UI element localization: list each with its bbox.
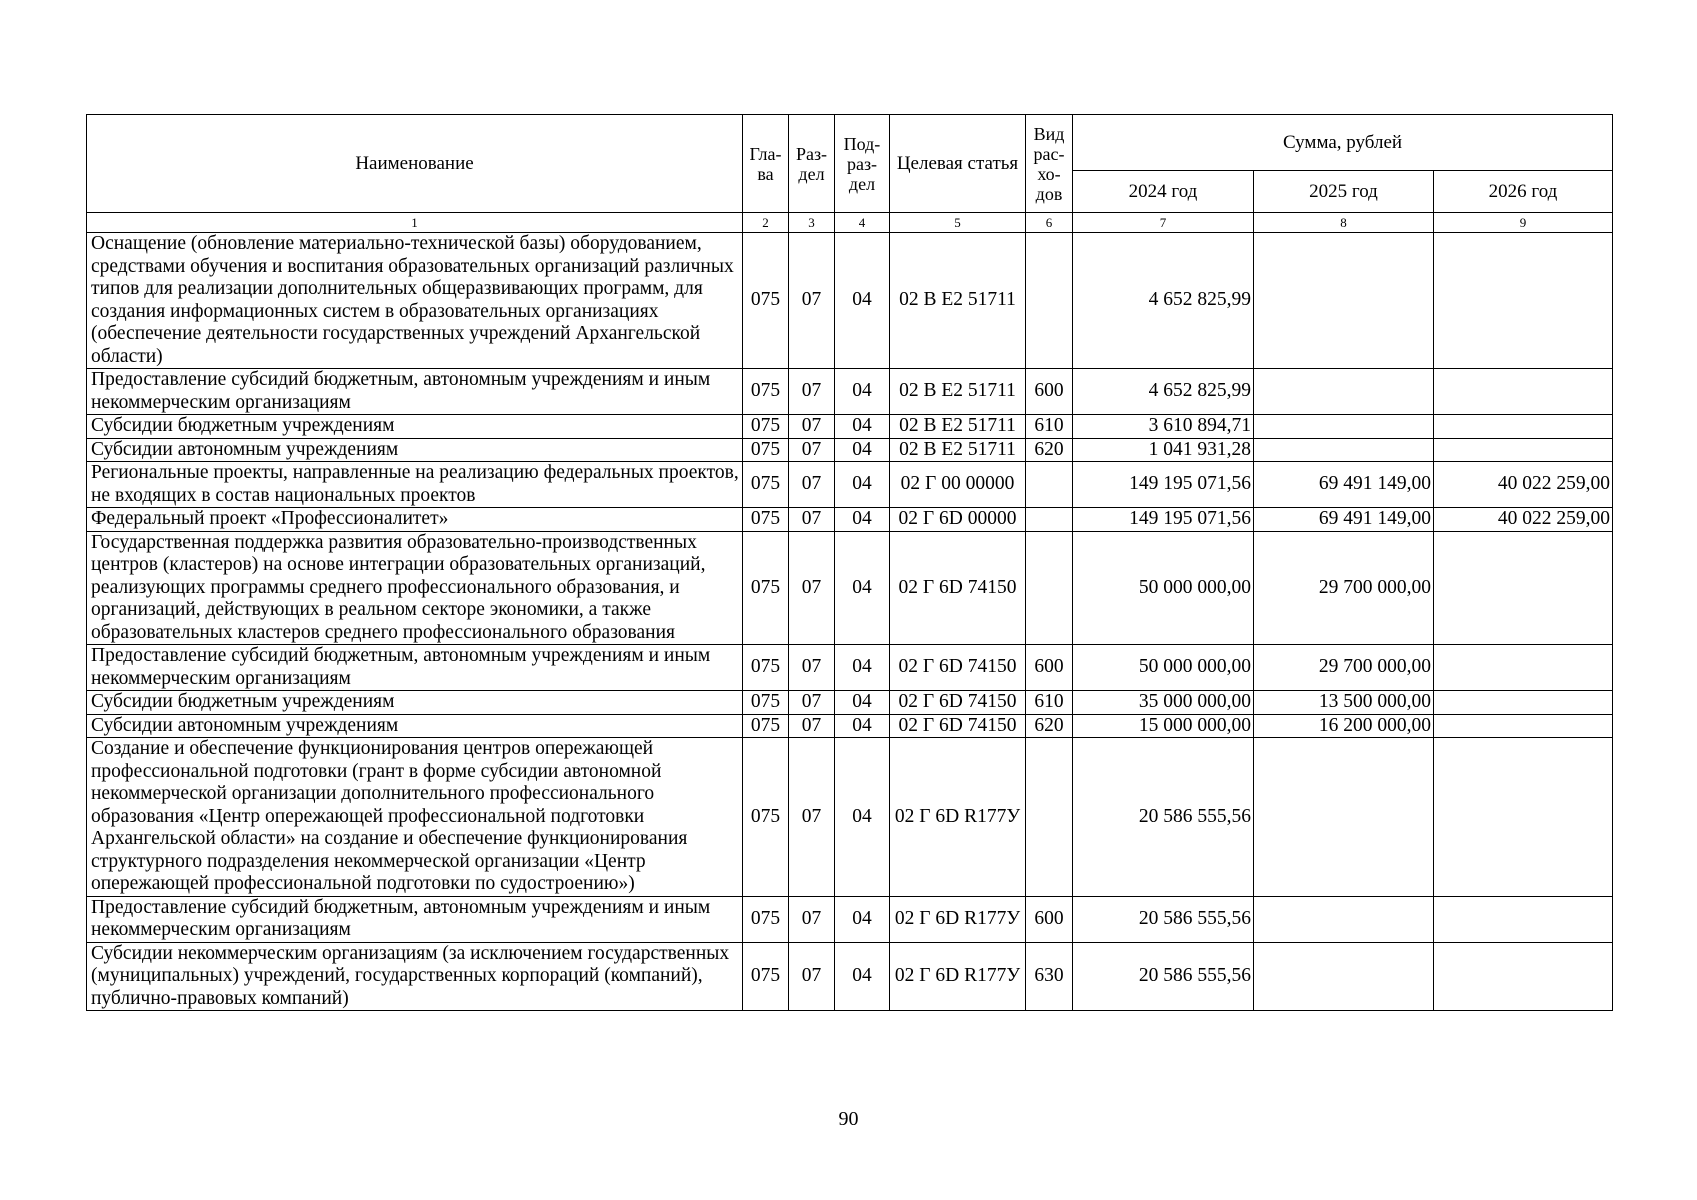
row-name: Субсидии автономным учреждениям [87,714,743,738]
row-amount-2024: 20 586 555,56 [1073,738,1254,897]
row-section: 07 [789,645,835,691]
row-chapter: 075 [743,508,789,532]
row-amount-2024: 20 586 555,56 [1073,942,1254,1011]
table-row [87,896,1613,942]
row-chapter: 075 [743,233,789,369]
table-row [87,942,1613,1011]
budget-table [86,114,1613,1011]
row-section: 07 [789,438,835,462]
row-section: 07 [789,738,835,897]
row-amount-2024: 149 195 071,56 [1073,508,1254,532]
row-section: 07 [789,942,835,1011]
column-number: 7 [1073,213,1254,233]
row-section: 07 [789,369,835,415]
table-row [87,369,1613,415]
row-expense-type [1026,462,1073,508]
row-amount-2024: 149 195 071,56 [1073,462,1254,508]
table-header [87,115,1613,233]
row-target-article: 02 В Е2 51711 [890,415,1026,439]
header-subsection: Под-раз-дел [835,115,890,213]
table-row [87,438,1613,462]
row-target-article: 02 Г 6D 74150 [890,531,1026,645]
row-expense-type: 600 [1026,896,1073,942]
header-expense-type: Вид рас-хо-дов [1026,115,1073,213]
row-amount-2025: 69 491 149,00 [1254,508,1434,532]
row-amount-2024: 35 000 000,00 [1073,691,1254,715]
row-amount-2024: 4 652 825,99 [1073,233,1254,369]
row-amount-2024: 50 000 000,00 [1073,645,1254,691]
row-chapter: 075 [743,438,789,462]
row-name: Субсидии некоммерческим организациям (за исключением государственных (муниципальных) учреждений, государственных корпораций (компаний), публично-правовых компаний) [87,942,743,1011]
row-chapter: 075 [743,645,789,691]
column-number: 3 [789,213,835,233]
row-chapter: 075 [743,415,789,439]
row-section: 07 [789,233,835,369]
row-expense-type: 630 [1026,942,1073,1011]
table-row [87,691,1613,715]
row-amount-2025 [1254,369,1434,415]
row-amount-2025: 13 500 000,00 [1254,691,1434,715]
header-target-article: Целевая статья [890,115,1026,213]
row-name: Предоставление субсидий бюджетным, автономным учреждениям и иным некоммерческим организациям [87,896,743,942]
row-amount-2026: 40 022 259,00 [1434,462,1613,508]
row-amount-2025 [1254,896,1434,942]
row-expense-type [1026,508,1073,532]
row-section: 07 [789,714,835,738]
row-amount-2026: 40 022 259,00 [1434,508,1613,532]
row-amount-2026 [1434,369,1613,415]
column-number: 5 [890,213,1026,233]
row-name: Предоставление субсидий бюджетным, автономным учреждениям и иным некоммерческим организациям [87,645,743,691]
row-target-article: 02 Г 6D 00000 [890,508,1026,532]
row-amount-2024: 50 000 000,00 [1073,531,1254,645]
row-target-article: 02 В Е2 51711 [890,438,1026,462]
header-year-2026: 2026 год [1434,171,1613,213]
column-number: 6 [1026,213,1073,233]
page-number: 90 [838,1108,859,1130]
row-amount-2025 [1254,738,1434,897]
row-subsection: 04 [835,438,890,462]
column-number-row [87,213,1613,233]
row-name: Региональные проекты, направленные на реализацию федеральных проектов, не входящих в состав национальных проектов [87,462,743,508]
row-subsection: 04 [835,462,890,508]
row-expense-type [1026,738,1073,897]
row-expense-type: 620 [1026,714,1073,738]
row-target-article: 02 Г 6D 74150 [890,691,1026,715]
row-amount-2026 [1434,531,1613,645]
row-name: Субсидии автономным учреждениям [87,438,743,462]
row-chapter: 075 [743,738,789,897]
row-amount-2026 [1434,645,1613,691]
row-target-article: 02 Г 6D 74150 [890,645,1026,691]
header-chapter: Гла-ва [743,115,789,213]
row-amount-2024: 15 000 000,00 [1073,714,1254,738]
row-subsection: 04 [835,233,890,369]
row-amount-2025 [1254,438,1434,462]
row-amount-2026 [1434,942,1613,1011]
row-name: Создание и обеспечение функционирования центров опережающей профессиональной подготовки (грант в форме субсидии автономной некоммерческой организации дополнительного профессионального образования «Центр опережающей профессиональной подготовки Архангельской области» на создание и обеспечение функционирования структурного подразделения некоммерческой организации «Центр опережающей профессиональной подготовки по судостроению») [87,738,743,897]
row-name: Субсидии бюджетным учреждениям [87,691,743,715]
column-number: 1 [87,213,743,233]
row-section: 07 [789,896,835,942]
row-amount-2024: 20 586 555,56 [1073,896,1254,942]
row-subsection: 04 [835,415,890,439]
row-expense-type: 620 [1026,438,1073,462]
row-chapter: 075 [743,942,789,1011]
row-target-article: 02 Г 00 00000 [890,462,1026,508]
header-name: Наименование [87,115,743,213]
row-amount-2024: 1 041 931,28 [1073,438,1254,462]
row-expense-type [1026,531,1073,645]
table-row [87,233,1613,369]
row-target-article: 02 В Е2 51711 [890,233,1026,369]
row-amount-2024: 3 610 894,71 [1073,415,1254,439]
row-amount-2026 [1434,714,1613,738]
row-amount-2025: 29 700 000,00 [1254,645,1434,691]
table-row [87,531,1613,645]
row-subsection: 04 [835,369,890,415]
column-number: 8 [1254,213,1434,233]
table-row [87,508,1613,532]
row-amount-2025 [1254,942,1434,1011]
row-amount-2026 [1434,896,1613,942]
row-subsection: 04 [835,714,890,738]
row-section: 07 [789,415,835,439]
row-name: Субсидии бюджетным учреждениям [87,415,743,439]
row-name: Федеральный проект «Профессионалитет» [87,508,743,532]
row-chapter: 075 [743,896,789,942]
row-amount-2026 [1434,233,1613,369]
row-subsection: 04 [835,896,890,942]
row-amount-2026 [1434,691,1613,715]
header-amount-group: Сумма, рублей [1073,115,1613,171]
row-target-article: 02 Г 6D R177У [890,942,1026,1011]
table-body [87,233,1613,1011]
column-number: 4 [835,213,890,233]
row-subsection: 04 [835,531,890,645]
row-target-article: 02 Г 6D R177У [890,896,1026,942]
row-amount-2025: 29 700 000,00 [1254,531,1434,645]
row-amount-2025 [1254,233,1434,369]
row-subsection: 04 [835,691,890,715]
row-subsection: 04 [835,508,890,532]
row-subsection: 04 [835,942,890,1011]
row-expense-type: 600 [1026,369,1073,415]
row-chapter: 075 [743,369,789,415]
row-chapter: 075 [743,691,789,715]
row-expense-type: 610 [1026,415,1073,439]
row-target-article: 02 Г 6D R177У [890,738,1026,897]
row-subsection: 04 [835,645,890,691]
row-amount-2026 [1434,438,1613,462]
row-section: 07 [789,691,835,715]
column-number: 2 [743,213,789,233]
row-subsection: 04 [835,738,890,897]
row-name: Предоставление субсидий бюджетным, автономным учреждениям и иным некоммерческим организациям [87,369,743,415]
table-row [87,645,1613,691]
table-row [87,415,1613,439]
row-target-article: 02 В Е2 51711 [890,369,1026,415]
row-chapter: 075 [743,462,789,508]
row-amount-2025: 16 200 000,00 [1254,714,1434,738]
table-row [87,738,1613,897]
header-section: Раз-дел [789,115,835,213]
row-section: 07 [789,508,835,532]
row-amount-2024: 4 652 825,99 [1073,369,1254,415]
column-number: 9 [1434,213,1613,233]
row-expense-type: 600 [1026,645,1073,691]
row-name: Государственная поддержка развития образовательно-производственных центров (кластеров) на основе интеграции образовательных организаций, реализующих программы среднего профессионального образования, и организаций, действующих в реальном секторе экономики, а также образовательных кластеров среднего профессионального образования [87,531,743,645]
header-year-2024: 2024 год [1073,171,1254,213]
row-chapter: 075 [743,714,789,738]
header-year-2025: 2025 год [1254,171,1434,213]
row-amount-2025 [1254,415,1434,439]
row-chapter: 075 [743,531,789,645]
row-section: 07 [789,462,835,508]
row-section: 07 [789,531,835,645]
row-expense-type: 610 [1026,691,1073,715]
row-name: Оснащение (обновление материально-технической базы) оборудованием, средствами обучения и воспитания образовательных организаций различных типов для реализации дополнительных общеразвивающих программ, для создания информационных систем в образовательных организациях (обеспечение деятельности государственных учреждений Архангельской области) [87,233,743,369]
row-amount-2026 [1434,738,1613,897]
row-amount-2025: 69 491 149,00 [1254,462,1434,508]
table-row [87,714,1613,738]
row-target-article: 02 Г 6D 74150 [890,714,1026,738]
row-amount-2026 [1434,415,1613,439]
table-row [87,462,1613,508]
row-expense-type [1026,233,1073,369]
